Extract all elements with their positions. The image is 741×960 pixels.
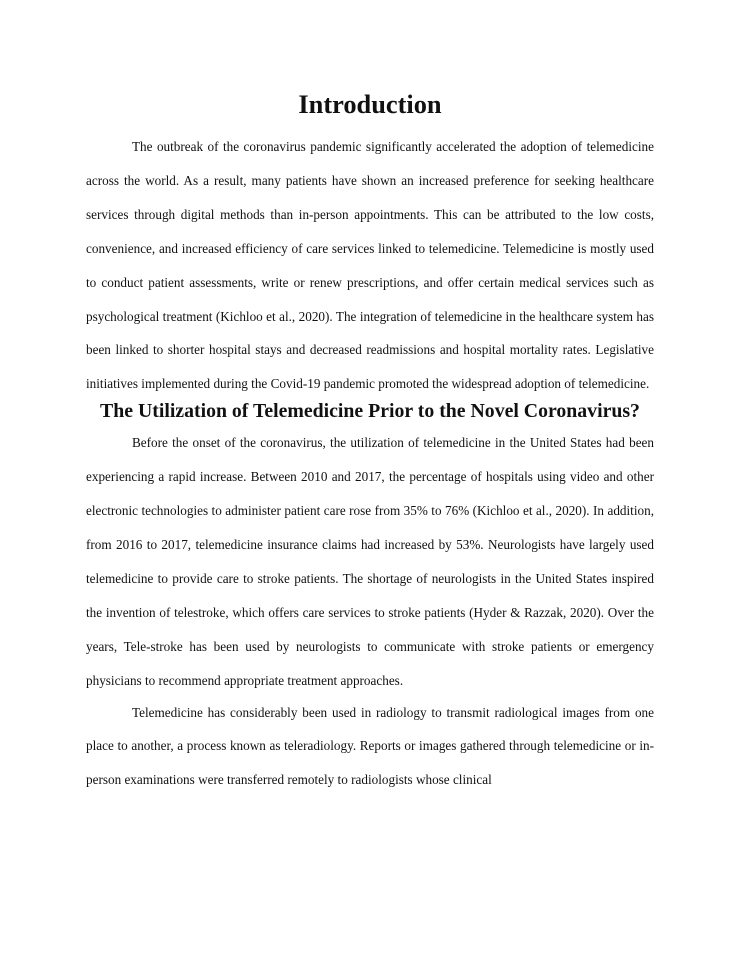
- paragraph-introduction: The outbreak of the coronavirus pandemic significantly accelerated the adoption of telemedicine across the world. As a result, many patients have shown an increased preference for seeking healthcare services through digital methods than in-person appointments. This can be attributed to the low costs, convenience, and increased efficiency of care services linked to telemedicine. Telemedicine is mostly used to conduct patient assessments, write or renew prescriptions, and offer certain medical services such as psychological treatment (Kichloo et al., 2020). The integration of telemedicine in the healthcare system has been linked to shorter hospital stays and decreased readmissions and hospital mortality rates. Legislative initiatives implemented during the Covid-19 pandemic promoted the widespread adoption of telemedicine.: [86, 139, 654, 392]
- paragraph-utilization-1: Before the onset of the coronavirus, the utilization of telemedicine in the United States had been experiencing a rapid increase. Between 2010 and 2017, the percentage of hospitals using video and other electronic technologies to administer patient care rose from 35% to 76% (Kichloo et al., 2020). In addition, from 2016 to 2017, telemedicine insurance claims had increased by 53%. Neurologists have largely used telemedicine to provide care to stroke patients. The shortage of neurologists in the United States inspired the invention of telestroke, which offers care services to stroke patients (Hyder & Razzak, 2020). Over the years, Tele-stroke has been used by neurologists to communicate with stroke patients or emergency physicians to recommend appropriate treatment approaches.: [86, 435, 654, 688]
- paragraph-utilization-2: Telemedicine has considerably been used in radiology to transmit radiological images from one place to another, a process known as teleradiology. Reports or images gathered through telemedicine or in-person examinations were transferred remotely to radiologists whose clinical: [86, 704, 654, 788]
- section-heading-utilization: The Utilization of Telemedicine Prior to the Novel Coronavirus?: [100, 400, 640, 423]
- document-body: [86, 89, 654, 797]
- section-heading-introduction: Introduction: [298, 89, 442, 119]
